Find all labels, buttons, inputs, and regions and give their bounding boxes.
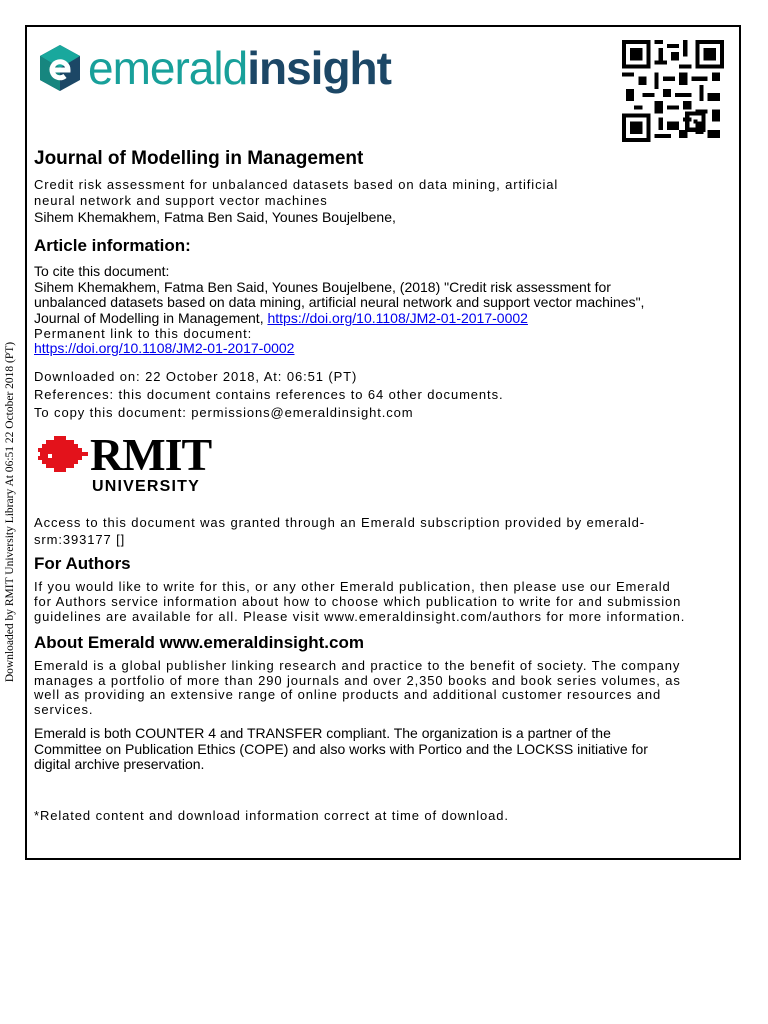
for-authors-text: guidelines are available for all. Please visit www.emeraldinsight.com/authors for more information. — [34, 608, 686, 624]
permanent-link-label: Permanent link to this document: — [34, 326, 253, 342]
about-text: services. — [34, 702, 94, 718]
about-text: manages a portfolio of more than 290 journals and over 2,350 books and book series volumes, as — [34, 672, 681, 688]
access-statement: srm:393177 [] — [34, 532, 126, 547]
about-emerald-heading: About Emerald www.emeraldinsight.com — [34, 632, 364, 652]
citation-line — [34, 311, 734, 327]
journal-title: Journal of Modelling in Management — [34, 148, 364, 169]
download-date: Downloaded on: 22 October 2018, At: 06:51 (PT) — [34, 368, 358, 384]
emerald-logo-icon — [38, 43, 82, 93]
permanent-doi-link[interactable]: https://doi.org/10.1108/JM2-01-2017-0002 — [34, 340, 295, 357]
logo-word-insight: insight — [247, 42, 391, 94]
institution-name: RMIT — [90, 429, 212, 480]
qr-code-icon[interactable] — [620, 40, 726, 142]
footnote: *Related content and download information correct at time of download. — [34, 808, 509, 823]
for-authors-heading: For Authors — [34, 554, 131, 573]
references-count: References: this document contains references to 64 other documents. — [34, 386, 504, 402]
compliance-text: digital archive preservation. — [34, 756, 205, 773]
article-title-line: Credit risk assessment for unbalanced datasets based on data mining, artificial — [34, 176, 559, 192]
citation-line: Sihem Khemakhem, Fatma Ben Said, Younes Boujelbene, (2018) "Credit risk assessment for — [34, 278, 611, 295]
logo-word-emerald: emerald — [88, 42, 248, 94]
citation-journal-text: Journal of Modelling in Management, — [34, 309, 268, 326]
cite-label: To cite this document: — [34, 263, 170, 280]
for-authors-text: If you would like to write for this, or any other Emerald publication, then please use our Emerald — [34, 579, 671, 595]
about-text: Emerald is a global publisher linking research and practice to the benefit of society. The company — [34, 657, 681, 673]
citation-line: unbalanced datasets based on data mining, artificial neural network and support vector machines", — [34, 294, 645, 311]
copy-permissions: To copy this document: permissions@emeraldinsight.com — [34, 404, 414, 420]
compliance-text: Committee on Publication Ethics (COPE) and also works with Portico and the LOCKSS initiative for — [34, 740, 648, 757]
rmit-pixel-logo-icon — [36, 432, 88, 480]
access-statement: Access to this document was granted through an Emerald subscription provided by emerald- — [34, 515, 646, 530]
article-title-line: neural network and support vector machines — [34, 192, 328, 208]
institution-subtitle: UNIVERSITY — [92, 478, 201, 495]
about-text: well as providing an extensive range of online products and additional customer resources and — [34, 687, 662, 703]
for-authors-text: for Authors service information about how to choose which publication to write for and submission — [34, 594, 682, 610]
article-info-heading: Article information: — [34, 235, 191, 255]
authors: Sihem Khemakhem, Fatma Ben Said, Younes Boujelbene, — [34, 208, 396, 225]
compliance-text: Emerald is both COUNTER 4 and TRANSFER compliant. The organization is a partner of the — [34, 725, 611, 742]
citation-doi-link[interactable]: https://doi.org/10.1108/JM2-01-2017-0002 — [267, 309, 528, 326]
download-sidebar-note: Downloaded by RMIT University Library At 06:51 22 October 2018 (PT) — [4, 341, 16, 683]
emerald-insight-logo[interactable] — [38, 38, 391, 98]
